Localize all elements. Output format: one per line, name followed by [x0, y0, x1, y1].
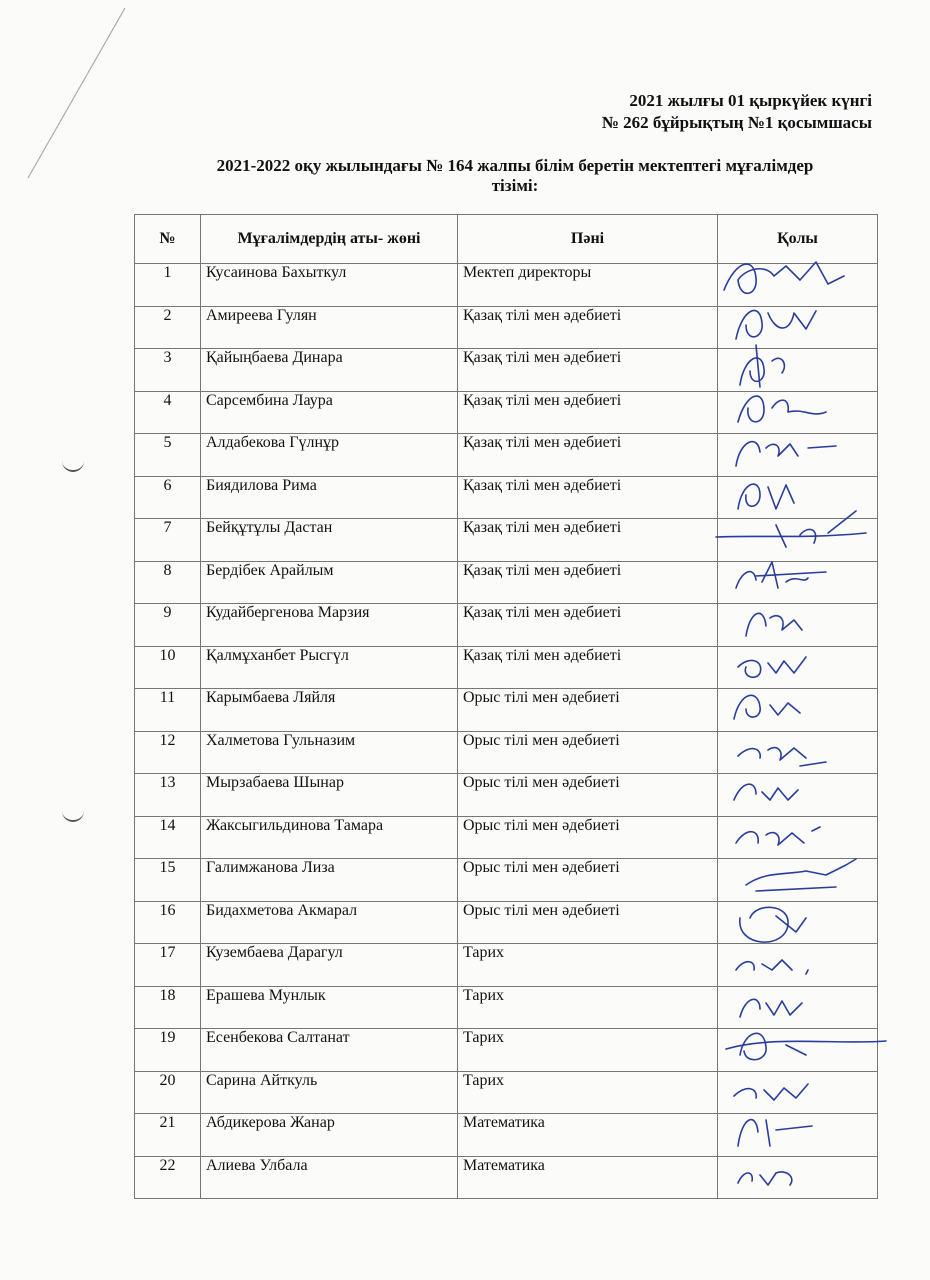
title-line-2: тізімі: [491, 176, 539, 195]
order-number: № 262 бұйрықтың №1 қосымшасы [601, 113, 872, 132]
subject: Қазақ тілі мен әдебиеті [458, 434, 718, 477]
row-number: 4 [135, 391, 201, 434]
teacher-name: Кусаинова Бахыткул [201, 264, 458, 307]
subject: Қазақ тілі мен әдебиеті [458, 349, 718, 392]
teacher-name: Кузембаева Дарагул [201, 944, 458, 987]
teacher-name: Ерашева Мунлык [201, 986, 458, 1029]
row-number: 8 [135, 561, 201, 604]
subject: Қазақ тілі мен әдебиеті [458, 306, 718, 349]
subject: Орыс тілі мен әдебиеті [458, 816, 718, 859]
row-number: 21 [135, 1114, 201, 1157]
row-number: 11 [135, 689, 201, 732]
subject: Тарих [458, 1071, 718, 1114]
subject: Қазақ тілі мен әдебиеті [458, 391, 718, 434]
subject: Мектеп директоры [458, 264, 718, 307]
subject: Орыс тілі мен әдебиеті [458, 731, 718, 774]
teacher-name: Кудайбергенова Марзия [201, 604, 458, 647]
teacher-name: Биядилова Рима [201, 476, 458, 519]
header-signature: Қолы [718, 215, 878, 264]
teacher-name: Сарсембина Лаура [201, 391, 458, 434]
subject: Тарих [458, 1029, 718, 1072]
row-number: 18 [135, 986, 201, 1029]
row-number: 14 [135, 816, 201, 859]
row-number: 2 [135, 306, 201, 349]
teacher-name: Амиреева Гулян [201, 306, 458, 349]
subject: Қазақ тілі мен әдебиеті [458, 561, 718, 604]
subject: Қазақ тілі мен әдебиеті [458, 476, 718, 519]
subject: Қазақ тілі мен әдебиеті [458, 519, 718, 562]
subject: Қазақ тілі мен әдебиеті [458, 604, 718, 647]
teacher-name: Бейқұтұлы Дастан [201, 519, 458, 562]
teacher-name: Қалмұханбет Рысгүл [201, 646, 458, 689]
row-number: 19 [135, 1029, 201, 1072]
subject: Орыс тілі мен әдебиеті [458, 689, 718, 732]
row-number: 5 [135, 434, 201, 477]
subject: Тарих [458, 986, 718, 1029]
row-number: 17 [135, 944, 201, 987]
title-line-1: 2021-2022 оқу жылындағы № 164 жалпы білім беретін мектептегі мұғалімдер [216, 156, 814, 175]
row-number: 6 [135, 476, 201, 519]
teacher-name: Сарина Айткуль [201, 1071, 458, 1114]
teacher-name: Бидахметова Акмарал [201, 901, 458, 944]
subject: Математика [458, 1114, 718, 1157]
row-number: 10 [135, 646, 201, 689]
teachers-table [134, 214, 878, 1199]
row-number: 13 [135, 774, 201, 817]
teacher-name: Бердібек Арайлым [201, 561, 458, 604]
teacher-name: Алдабекова Гүлнұр [201, 434, 458, 477]
row-number: 20 [135, 1071, 201, 1114]
handwritten-signature [716, 1143, 866, 1205]
subject: Орыс тілі мен әдебиеті [458, 901, 718, 944]
teacher-name: Жаксыгильдинова Тамара [201, 816, 458, 859]
hole-punch-mark [62, 456, 84, 472]
subject: Орыс тілі мен әдебиеті [458, 859, 718, 902]
hole-punch-mark [62, 806, 84, 822]
row-number: 9 [135, 604, 201, 647]
row-number: 1 [135, 264, 201, 307]
row-number: 22 [135, 1156, 201, 1199]
subject: Математика [458, 1156, 718, 1199]
teacher-name: Мырзабаева Шынар [201, 774, 458, 817]
order-reference [602, 90, 872, 134]
header-name: Мұғалімдердің аты- жөні [201, 215, 458, 264]
subject: Қазақ тілі мен әдебиеті [458, 646, 718, 689]
subject: Орыс тілі мен әдебиеті [458, 774, 718, 817]
teacher-name: Алиева Улбала [201, 1156, 458, 1199]
teacher-name: Есенбекова Салтанат [201, 1029, 458, 1072]
subject: Тарих [458, 944, 718, 987]
teacher-name: Қайыңбаева Динара [201, 349, 458, 392]
row-number: 15 [135, 859, 201, 902]
header-number: № [135, 215, 201, 264]
row-number: 7 [135, 519, 201, 562]
table-row [135, 1156, 878, 1199]
signature-cell [718, 1156, 878, 1199]
row-number: 16 [135, 901, 201, 944]
teacher-name: Абдикерова Жанар [201, 1114, 458, 1157]
header-subject: Пәні [458, 215, 718, 264]
teacher-name: Халметова Гульназим [201, 731, 458, 774]
order-date: 2021 жылғы 01 қыркүйек күнгі [629, 91, 872, 110]
document-title [150, 156, 880, 196]
teacher-name: Карымбаева Ляйля [201, 689, 458, 732]
teacher-name: Галимжанова Лиза [201, 859, 458, 902]
row-number: 3 [135, 349, 201, 392]
row-number: 12 [135, 731, 201, 774]
